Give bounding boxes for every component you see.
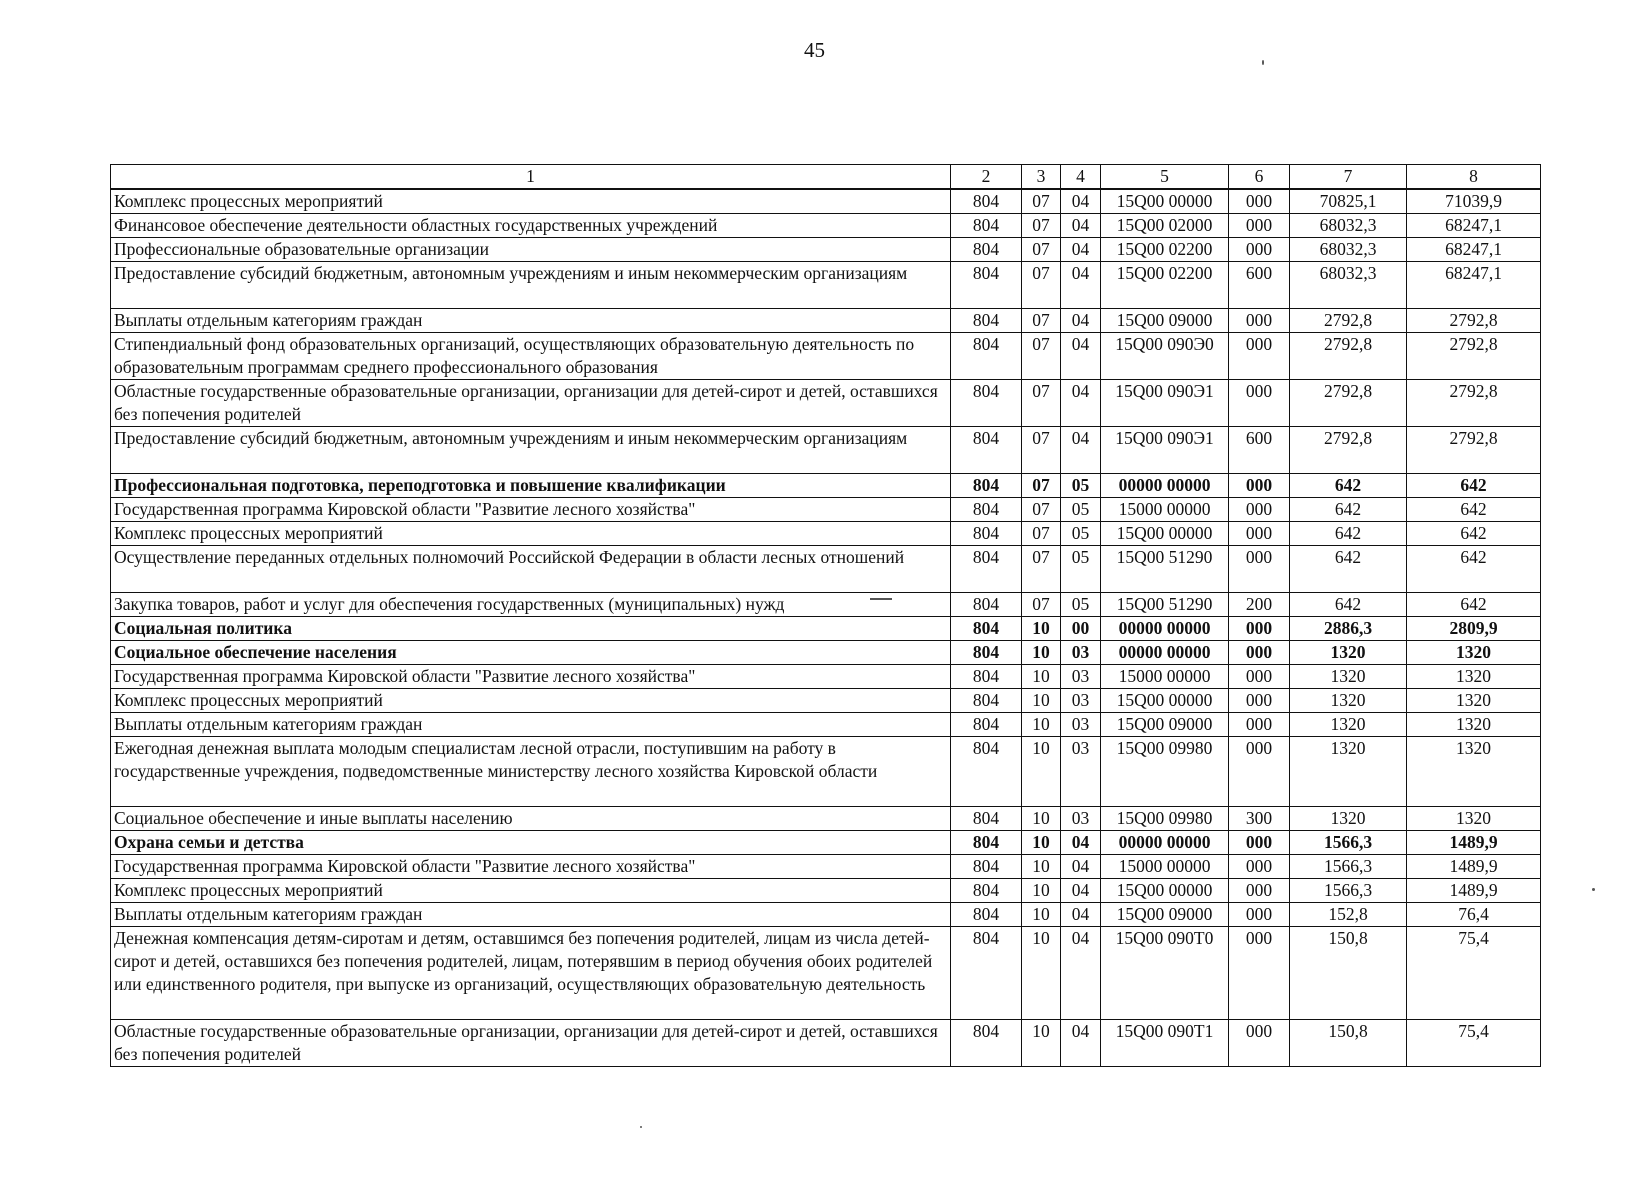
table-row	[111, 641, 1541, 665]
row-value-cell: 76,4	[1407, 903, 1541, 927]
row-value-cell: 07	[1022, 427, 1061, 474]
row-value-cell: 804	[951, 498, 1022, 522]
row-value-cell: 600	[1229, 427, 1290, 474]
table-row	[111, 498, 1541, 522]
row-value-cell: 804	[951, 238, 1022, 262]
row-value-cell: 804	[951, 807, 1022, 831]
row-value-cell: 07	[1022, 262, 1061, 309]
table-row	[111, 214, 1541, 238]
row-value-cell: 07	[1022, 333, 1061, 380]
row-value-cell: 10	[1022, 713, 1061, 737]
row-value-cell: 804	[951, 593, 1022, 617]
row-value-cell: 07	[1022, 309, 1061, 333]
row-value-cell: 804	[951, 309, 1022, 333]
row-value-cell: 000	[1229, 214, 1290, 238]
row-value-cell: 03	[1061, 737, 1101, 807]
row-name-cell: Предоставление субсидий бюджетным, автономным учреждениям и иным некоммерческим организациям	[111, 262, 951, 309]
row-value-cell: 642	[1407, 546, 1541, 593]
row-value-cell: 000	[1229, 522, 1290, 546]
row-value-cell: 15Q00 00000	[1101, 522, 1229, 546]
row-value-cell: 04	[1061, 333, 1101, 380]
row-value-cell: 804	[951, 427, 1022, 474]
row-value-cell: 15000 00000	[1101, 498, 1229, 522]
row-value-cell: 1320	[1407, 689, 1541, 713]
row-value-cell: 2792,8	[1290, 309, 1407, 333]
row-value-cell: 2792,8	[1290, 333, 1407, 380]
table-row	[111, 903, 1541, 927]
row-value-cell: 68032,3	[1290, 238, 1407, 262]
row-name-cell: Государственная программа Кировской области "Развитие лесного хозяйства"	[111, 665, 951, 689]
row-value-cell: 10	[1022, 903, 1061, 927]
row-value-cell: 03	[1061, 665, 1101, 689]
row-value-cell: 000	[1229, 238, 1290, 262]
row-value-cell: 804	[951, 333, 1022, 380]
header-row	[111, 165, 1541, 190]
row-value-cell: 07	[1022, 498, 1061, 522]
row-value-cell: 05	[1061, 474, 1101, 498]
table-row	[111, 238, 1541, 262]
row-value-cell: 1320	[1290, 737, 1407, 807]
row-value-cell: 804	[951, 903, 1022, 927]
row-value-cell: 68247,1	[1407, 238, 1541, 262]
column-header: 3	[1022, 165, 1061, 190]
row-value-cell: 1320	[1407, 641, 1541, 665]
row-value-cell: 1320	[1290, 689, 1407, 713]
row-value-cell: 00000 00000	[1101, 831, 1229, 855]
page-number: 45	[804, 38, 825, 62]
row-value-cell: 804	[951, 1020, 1022, 1067]
row-name-cell: Комплекс процессных мероприятий	[111, 189, 951, 214]
row-value-cell: 642	[1407, 498, 1541, 522]
row-value-cell: 1320	[1290, 665, 1407, 689]
row-value-cell: 10	[1022, 617, 1061, 641]
row-value-cell: 05	[1061, 522, 1101, 546]
row-value-cell: 000	[1229, 831, 1290, 855]
row-value-cell: 804	[951, 927, 1022, 1020]
row-value-cell: 000	[1229, 903, 1290, 927]
row-name-cell: Областные государственные образовательные организации, организации для детей-сирот и детей, оставшихся без попечения родителей	[111, 1020, 951, 1067]
row-value-cell: 804	[951, 713, 1022, 737]
row-value-cell: 000	[1229, 498, 1290, 522]
row-value-cell: 15000 00000	[1101, 665, 1229, 689]
row-value-cell: 04	[1061, 238, 1101, 262]
row-value-cell: 10	[1022, 689, 1061, 713]
table-row	[111, 737, 1541, 807]
row-name-cell: Государственная программа Кировской области "Развитие лесного хозяйства"	[111, 498, 951, 522]
row-value-cell: 07	[1022, 380, 1061, 427]
row-name-cell: Выплаты отдельным категориям граждан	[111, 309, 951, 333]
scan-speck	[1262, 60, 1264, 65]
row-value-cell: 04	[1061, 831, 1101, 855]
row-value-cell: 1320	[1290, 807, 1407, 831]
row-value-cell: 642	[1290, 522, 1407, 546]
row-value-cell: 1489,9	[1407, 879, 1541, 903]
row-value-cell: 600	[1229, 262, 1290, 309]
table-row	[111, 522, 1541, 546]
row-value-cell: 1320	[1407, 665, 1541, 689]
row-name-cell: Профессиональная подготовка, переподготовка и повышение квалификации	[111, 474, 951, 498]
row-value-cell: 04	[1061, 214, 1101, 238]
row-value-cell: 1489,9	[1407, 831, 1541, 855]
row-value-cell: 150,8	[1290, 927, 1407, 1020]
row-value-cell: 15Q00 09000	[1101, 309, 1229, 333]
column-header: 5	[1101, 165, 1229, 190]
row-name-cell: Предоставление субсидий бюджетным, автономным учреждениям и иным некоммерческим организациям	[111, 427, 951, 474]
row-value-cell: 804	[951, 262, 1022, 309]
row-value-cell: 04	[1061, 427, 1101, 474]
table-row	[111, 189, 1541, 214]
row-value-cell: 07	[1022, 522, 1061, 546]
row-value-cell: 152,8	[1290, 903, 1407, 927]
row-value-cell: 200	[1229, 593, 1290, 617]
column-header: 4	[1061, 165, 1101, 190]
row-name-cell: Социальное обеспечение населения	[111, 641, 951, 665]
table-row	[111, 309, 1541, 333]
column-header: 8	[1407, 165, 1541, 190]
row-name-cell: Социальная политика	[111, 617, 951, 641]
row-value-cell: 000	[1229, 737, 1290, 807]
row-value-cell: 2792,8	[1407, 309, 1541, 333]
row-value-cell: 2792,8	[1290, 380, 1407, 427]
row-value-cell: 000	[1229, 189, 1290, 214]
row-value-cell: 804	[951, 879, 1022, 903]
row-value-cell: 15000 00000	[1101, 855, 1229, 879]
row-value-cell: 10	[1022, 1020, 1061, 1067]
row-name-cell: Выплаты отдельным категориям граждан	[111, 903, 951, 927]
row-name-cell: Денежная компенсация детям-сиротам и детям, оставшимся без попечения родителей, лицам из числа детей-сирот и детей, оставшихся без попечения родителей, лицам, потерявшим в период обучения обоих родителей или единственного родителя, при выпуске из организаций, осуществляющих образовательную деятельность	[111, 927, 951, 1020]
row-value-cell: 000	[1229, 855, 1290, 879]
row-name-cell: Социальное обеспечение и иные выплаты населению	[111, 807, 951, 831]
row-value-cell: 000	[1229, 927, 1290, 1020]
table-row	[111, 474, 1541, 498]
row-value-cell: 1320	[1290, 713, 1407, 737]
row-value-cell: 1320	[1407, 807, 1541, 831]
row-value-cell: 71039,9	[1407, 189, 1541, 214]
row-value-cell: 804	[951, 737, 1022, 807]
row-value-cell: 03	[1061, 807, 1101, 831]
row-value-cell: 804	[951, 474, 1022, 498]
row-value-cell: 10	[1022, 807, 1061, 831]
table-row	[111, 1020, 1541, 1067]
row-value-cell: 68247,1	[1407, 214, 1541, 238]
row-value-cell: 68032,3	[1290, 214, 1407, 238]
row-value-cell: 642	[1407, 474, 1541, 498]
row-value-cell: 2792,8	[1407, 333, 1541, 380]
row-value-cell: 15Q00 00000	[1101, 189, 1229, 214]
row-value-cell: 15Q00 09980	[1101, 737, 1229, 807]
row-value-cell: 10	[1022, 641, 1061, 665]
row-value-cell: 05	[1061, 593, 1101, 617]
row-value-cell: 804	[951, 522, 1022, 546]
row-name-cell: Областные государственные образовательные организации, организации для детей-сирот и детей, оставшихся без попечения родителей	[111, 380, 951, 427]
row-value-cell: 04	[1061, 879, 1101, 903]
row-value-cell: 000	[1229, 309, 1290, 333]
row-value-cell: 15Q00 00000	[1101, 689, 1229, 713]
row-name-cell: Осуществление переданных отдельных полномочий Российской Федерации в области лесных отношений	[111, 546, 951, 593]
row-value-cell: 000	[1229, 474, 1290, 498]
row-value-cell: 1566,3	[1290, 855, 1407, 879]
scan-speck	[1592, 888, 1595, 891]
row-name-cell: Профессиональные образовательные организации	[111, 238, 951, 262]
row-value-cell: 75,4	[1407, 927, 1541, 1020]
row-value-cell: 150,8	[1290, 1020, 1407, 1067]
row-value-cell: 642	[1407, 522, 1541, 546]
row-value-cell: 68247,1	[1407, 262, 1541, 309]
row-value-cell: 804	[951, 214, 1022, 238]
table-row	[111, 927, 1541, 1020]
row-name-cell: Выплаты отдельным категориям граждан	[111, 713, 951, 737]
row-value-cell: 15Q00 09980	[1101, 807, 1229, 831]
row-value-cell: 804	[951, 617, 1022, 641]
row-value-cell: 1320	[1407, 713, 1541, 737]
budget-table	[110, 164, 1541, 1067]
table-row	[111, 380, 1541, 427]
row-value-cell: 804	[951, 831, 1022, 855]
table-row	[111, 665, 1541, 689]
row-value-cell: 70825,1	[1290, 189, 1407, 214]
row-value-cell: 15Q00 51290	[1101, 546, 1229, 593]
row-value-cell: 15Q00 090Э1	[1101, 380, 1229, 427]
row-value-cell: 04	[1061, 380, 1101, 427]
row-value-cell: 04	[1061, 189, 1101, 214]
table-row	[111, 831, 1541, 855]
row-value-cell: 000	[1229, 617, 1290, 641]
row-value-cell: 07	[1022, 189, 1061, 214]
table-row	[111, 879, 1541, 903]
row-value-cell: 04	[1061, 927, 1101, 1020]
row-value-cell: 10	[1022, 737, 1061, 807]
scan-speck	[870, 598, 892, 600]
row-name-cell: Финансовое обеспечение деятельности областных государственных учреждений	[111, 214, 951, 238]
row-value-cell: 2809,9	[1407, 617, 1541, 641]
row-value-cell: 804	[951, 546, 1022, 593]
row-value-cell: 00000 00000	[1101, 617, 1229, 641]
row-value-cell: 15Q00 02200	[1101, 238, 1229, 262]
row-value-cell: 15Q00 090Э1	[1101, 427, 1229, 474]
row-value-cell: 642	[1290, 498, 1407, 522]
table-row	[111, 617, 1541, 641]
table-row	[111, 546, 1541, 593]
row-name-cell: Государственная программа Кировской области "Развитие лесного хозяйства"	[111, 855, 951, 879]
row-value-cell: 642	[1290, 546, 1407, 593]
row-value-cell: 10	[1022, 927, 1061, 1020]
table-row	[111, 689, 1541, 713]
row-value-cell: 000	[1229, 1020, 1290, 1067]
table-row	[111, 807, 1541, 831]
row-name-cell: Комплекс процессных мероприятий	[111, 522, 951, 546]
row-value-cell: 642	[1407, 593, 1541, 617]
column-header: 2	[951, 165, 1022, 190]
row-value-cell: 000	[1229, 333, 1290, 380]
row-value-cell: 07	[1022, 546, 1061, 593]
row-value-cell: 804	[951, 689, 1022, 713]
row-value-cell: 15Q00 02000	[1101, 214, 1229, 238]
row-value-cell: 1320	[1290, 641, 1407, 665]
row-value-cell: 000	[1229, 546, 1290, 593]
row-value-cell: 00000 00000	[1101, 641, 1229, 665]
row-name-cell: Комплекс процессных мероприятий	[111, 879, 951, 903]
row-value-cell: 000	[1229, 665, 1290, 689]
row-name-cell: Охрана семьи и детства	[111, 831, 951, 855]
column-header: 7	[1290, 165, 1407, 190]
row-value-cell: 10	[1022, 879, 1061, 903]
row-value-cell: 00000 00000	[1101, 474, 1229, 498]
row-name-cell: Ежегодная денежная выплата молодым специалистам лесной отрасли, поступившим на работу в государственные учреждения, подведомственные министерству лесного хозяйства Кировской области	[111, 737, 951, 807]
table-row	[111, 593, 1541, 617]
row-value-cell: 68032,3	[1290, 262, 1407, 309]
row-value-cell: 03	[1061, 713, 1101, 737]
row-value-cell: 804	[951, 855, 1022, 879]
row-value-cell: 642	[1290, 474, 1407, 498]
table-row	[111, 427, 1541, 474]
row-value-cell: 15Q00 09000	[1101, 713, 1229, 737]
row-value-cell: 000	[1229, 380, 1290, 427]
row-value-cell: 07	[1022, 214, 1061, 238]
row-value-cell: 300	[1229, 807, 1290, 831]
row-value-cell: 1320	[1407, 737, 1541, 807]
row-value-cell: 1489,9	[1407, 855, 1541, 879]
row-value-cell: 804	[951, 189, 1022, 214]
row-value-cell: 1566,3	[1290, 831, 1407, 855]
row-value-cell: 07	[1022, 593, 1061, 617]
row-value-cell: 75,4	[1407, 1020, 1541, 1067]
row-value-cell: 10	[1022, 855, 1061, 879]
row-value-cell: 04	[1061, 309, 1101, 333]
row-value-cell: 804	[951, 380, 1022, 427]
row-value-cell: 07	[1022, 474, 1061, 498]
table-row	[111, 333, 1541, 380]
row-name-cell: Стипендиальный фонд образовательных организаций, осуществляющих образовательную деятельность по образовательным программам среднего профессионального образования	[111, 333, 951, 380]
row-name-cell: Закупка товаров, работ и услуг для обеспечения государственных (муниципальных) нужд	[111, 593, 951, 617]
row-value-cell: 000	[1229, 641, 1290, 665]
row-value-cell: 15Q00 02200	[1101, 262, 1229, 309]
row-value-cell: 00	[1061, 617, 1101, 641]
row-value-cell: 1566,3	[1290, 879, 1407, 903]
row-value-cell: 15Q00 51290	[1101, 593, 1229, 617]
table-row	[111, 713, 1541, 737]
row-value-cell: 804	[951, 641, 1022, 665]
row-value-cell: 04	[1061, 1020, 1101, 1067]
row-value-cell: 07	[1022, 238, 1061, 262]
row-value-cell: 15Q00 09000	[1101, 903, 1229, 927]
row-value-cell: 2886,3	[1290, 617, 1407, 641]
row-value-cell: 05	[1061, 498, 1101, 522]
row-value-cell: 2792,8	[1407, 380, 1541, 427]
column-header: 6	[1229, 165, 1290, 190]
row-value-cell: 03	[1061, 641, 1101, 665]
row-value-cell: 642	[1290, 593, 1407, 617]
row-value-cell: 15Q00 00000	[1101, 879, 1229, 903]
row-value-cell: 804	[951, 665, 1022, 689]
table-row	[111, 855, 1541, 879]
row-value-cell: 000	[1229, 713, 1290, 737]
row-value-cell: 2792,8	[1407, 427, 1541, 474]
row-value-cell: 2792,8	[1290, 427, 1407, 474]
row-value-cell: 15Q00 090Т1	[1101, 1020, 1229, 1067]
row-value-cell: 000	[1229, 689, 1290, 713]
row-value-cell: 05	[1061, 546, 1101, 593]
row-value-cell: 04	[1061, 855, 1101, 879]
row-value-cell: 000	[1229, 879, 1290, 903]
table-body	[111, 189, 1541, 1067]
table-row	[111, 262, 1541, 309]
row-name-cell: Комплекс процессных мероприятий	[111, 689, 951, 713]
row-value-cell: 10	[1022, 831, 1061, 855]
scan-speck	[640, 1126, 642, 1128]
row-value-cell: 10	[1022, 665, 1061, 689]
row-value-cell: 15Q00 090Э0	[1101, 333, 1229, 380]
column-header: 1	[111, 165, 951, 190]
row-value-cell: 15Q00 090Т0	[1101, 927, 1229, 1020]
row-value-cell: 04	[1061, 903, 1101, 927]
row-value-cell: 03	[1061, 689, 1101, 713]
row-value-cell: 04	[1061, 262, 1101, 309]
